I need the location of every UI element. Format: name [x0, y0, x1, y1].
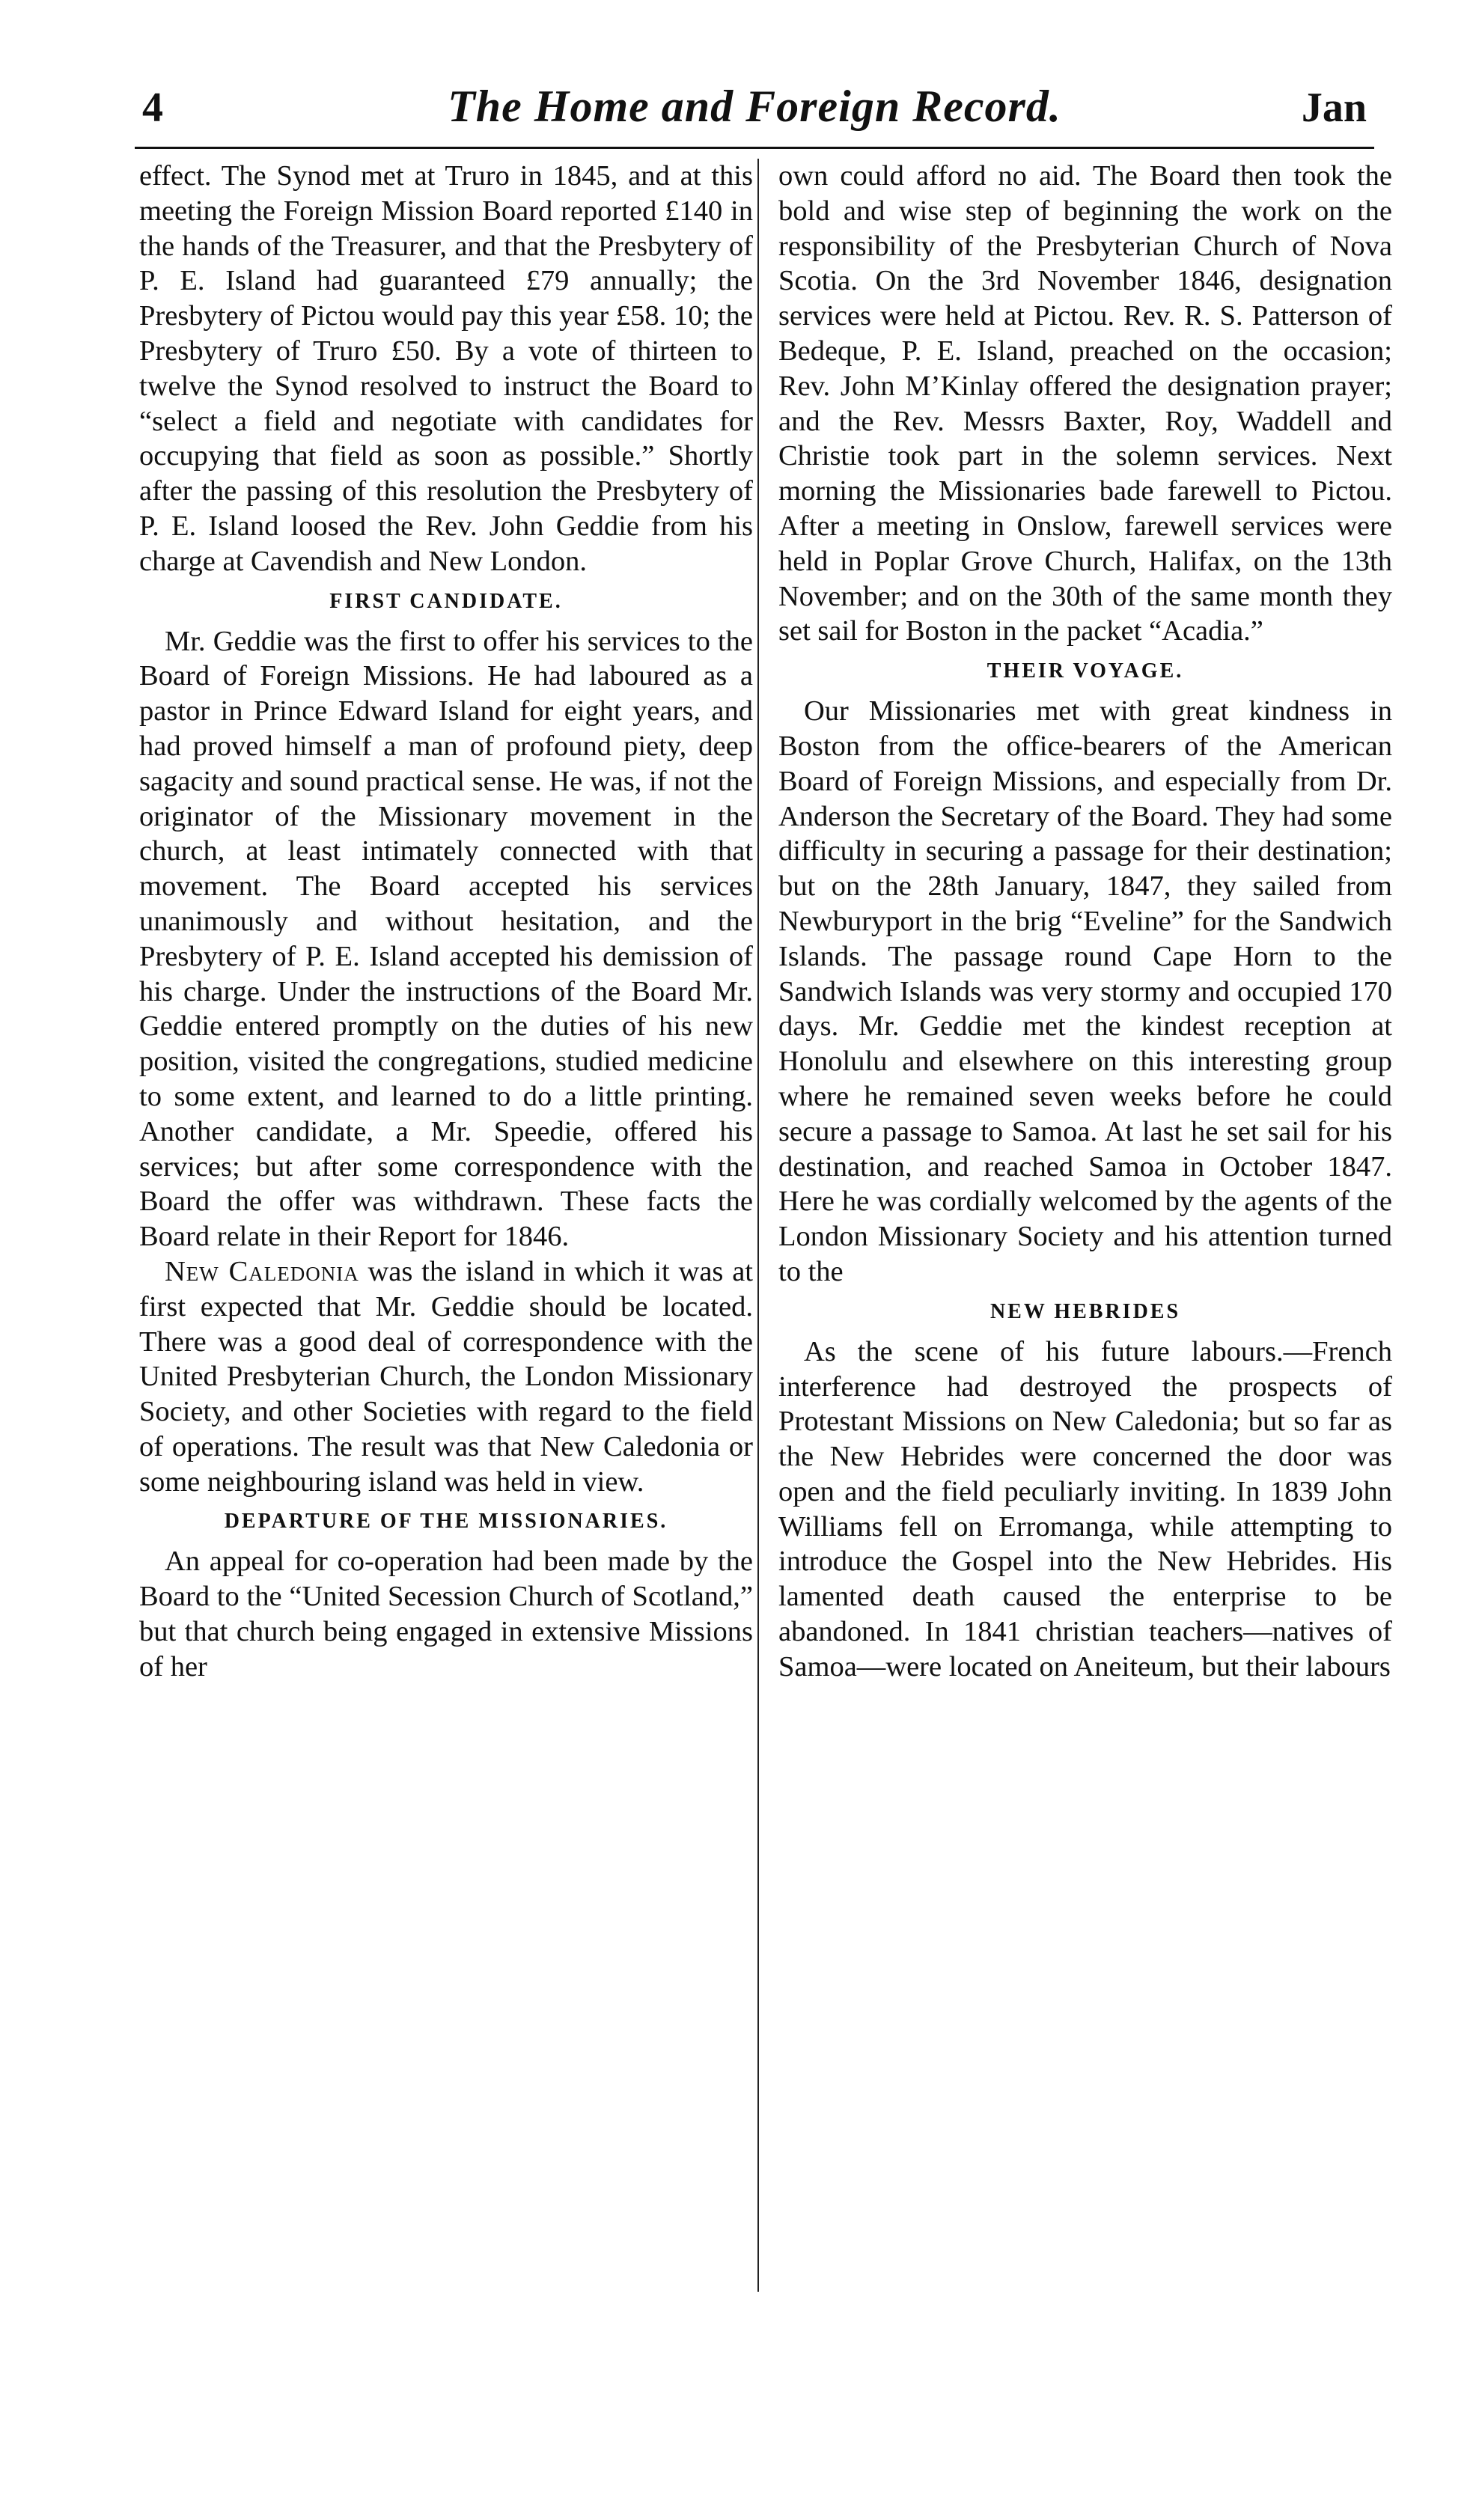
right-paragraph-1: own could afford no aid. The Board then took the bold and wise step of beginning the work on the responsibility of the Presbyterian Church of Nova Scotia. On the 3rd November 1846, designation services were held at Pictou. Rev. R. S. Patterson of Bedeque, P. E. Island, preached on the occasion; Rev. John M’Kinlay offered the designation prayer; and the Rev. Messrs Baxter, Roy, Waddell and Christie took part in the solemn services. Next morning the Missionaries bade farewell to Pictou. After a meeting in Onslow, farewell services were held in Poplar Grove Church, Halifax, on the 13th November; and on the 30th of the same month they set sail for Boston in the packet “Acadia.” — [778, 160, 1392, 647]
page-number: 4 — [142, 85, 163, 131]
heading-departure: DEPARTURE OF THE MISSIONARIES. — [224, 1510, 668, 1534]
left-paragraph-3 — [139, 1254, 753, 1500]
new-caledonia-lead: New Caledonia — [165, 1255, 359, 1287]
header-month: Jan — [1301, 85, 1367, 131]
heading-first-candidate: FIRST CANDIDATE. — [329, 589, 563, 613]
left-paragraph-1: effect. The Synod met at Truro in 1845, and at this meeting the Foreign Mission Board reported £140 in the hands of the Treasurer, and that the Presbytery of P. E. Island had guaranteed £79 annually; the Presbytery of Pictou would pay this year £58. 10; the Presbytery of Truro £50. By a vote of thirteen to twelve the Synod resolved to instruct the Board to “select a field and negotiate with candidates for occupying that field as soon as possible.” Shortly after the passing of this resolution the Presbytery of P. E. Island loosed the Rev. John Geddie from his charge at Cavendish and New London. — [139, 160, 753, 577]
left-paragraph-4: An appeal for co-operation had been made by the Board to the “United Secession Church of Scotland,” but that church being engaged in extensive Missions of her — [139, 1546, 753, 1682]
right-paragraph-2: Our Missionaries met with great kindness in Boston from the office-bearers of the American Board of Foreign Missions, and especially from Dr. Anderson the Secretary of the Board. They had some difficulty in securing a passage for their destination; but on the 28th January, 1847, they sailed from Newburyport in the brig “Eveline” for the Sandwich Islands. The passage round Cape Horn to the Sandwich Islands was very stormy and occupied 170 days. Mr. Geddie met the kindest reception at Honolulu and elsewhere on this interesting group where he remained seven weeks before he could secure a passage to Samoa. At last he set sail for his destination, and reached Samoa in October 1847. Here he was cordially welcomed by the agents of the London Missionary Society and his attention turned to the — [778, 695, 1392, 1287]
heading-their-voyage: THEIR VOYAGE. — [986, 659, 1184, 683]
column-divider — [757, 159, 759, 2292]
left-paragraph-3-body: was the island in which it was at first expected that Mr. Geddie should be located. There was a good deal of correspondence with the United Presbyterian Church, the London Missionary Society, and other Societies with regard to the field of operations. The result was that New Caledonia or some neighbouring island was held in view. — [139, 1255, 753, 1498]
right-column — [778, 159, 1392, 1685]
left-column — [139, 159, 753, 1685]
header-rule — [135, 147, 1374, 149]
right-paragraph-3: As the scene of his future labours.—French interference had destroyed the prospects of Protestant Missions on New Caledonia; but so far as the New Hebrides were concerned the door was open and the field peculiarly inviting. In 1839 John Williams fell on Erromanga, while attempting to introduce the Gospel into the New Hebrides. His lamented death caused the enterprise to be abandoned. In 1841 christian teachers—natives of Samoa—were located on Aneiteum, but their labours — [778, 1335, 1392, 1682]
running-head — [142, 81, 1367, 141]
journal-title: The Home and Foreign Record. — [448, 82, 1061, 131]
heading-new-hebrides: NEW HEBRIDES — [989, 1299, 1181, 1323]
left-paragraph-2: Mr. Geddie was the first to offer his services to the Board of Foreign Missions. He had laboured as a pastor in Prince Edward Island for eight years, and had proved himself a man of profound piety, deep sagacity and sound practical sense. He was, if not the originator of the Missionary movement in the church, at least intimately connected with that movement. The Board accepted his services unanimously and without hesitation, and the Presbytery of P. E. Island accepted his demission of his charge. Under the instructions of the Board Mr. Geddie entered promptly on the duties of his new position, visited the congregations, studied medicine to some extent, and learned to do a little printing. Another candidate, a Mr. Speedie, offered his services; but after some correspondence with the Board the offer was withdrawn. These facts the Board relate in their Report for 1846. — [139, 625, 754, 1253]
